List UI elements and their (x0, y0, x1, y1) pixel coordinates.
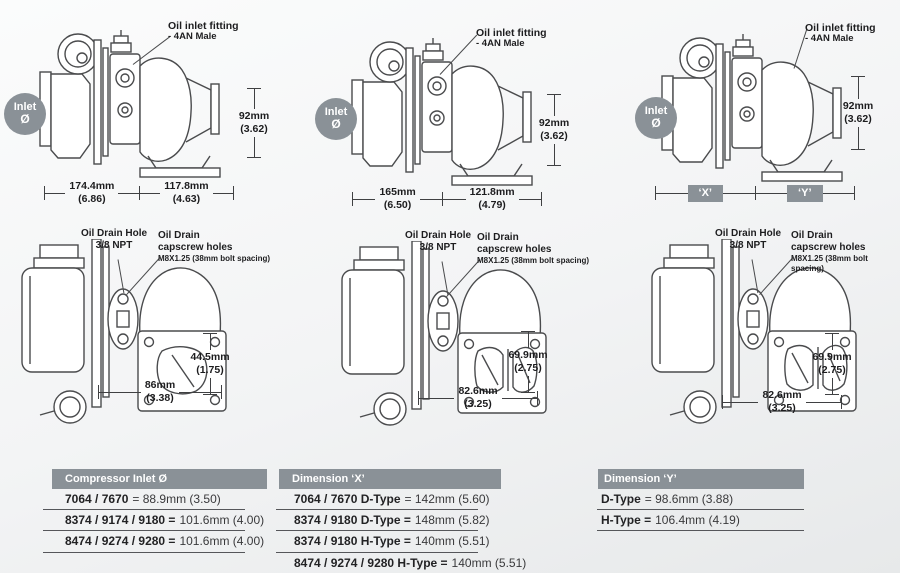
overall-width-dimension (352, 184, 542, 214)
rear-view-diagram-2 (300, 215, 600, 460)
oil-drain-capscrew-label (477, 232, 589, 266)
dim-mm: 82.6mm (762, 389, 802, 402)
capscrew-label-line2: capscrew holes (791, 242, 866, 253)
dim-mm: 117.8mm (164, 180, 209, 193)
turbocharger-side-view-drawing (350, 36, 545, 188)
dim-mm: 69.9mm (508, 349, 548, 362)
oil-inlet-label-line1: Oil inlet fitting (805, 22, 876, 34)
row-models: 7064 / 7670 (65, 492, 129, 507)
table-row (276, 510, 490, 531)
xy-dimension-line (655, 178, 855, 208)
oil-inlet-label-line1: Oil inlet fitting (168, 20, 239, 32)
oil-inlet-fitting-label (805, 22, 876, 45)
rear-view-diagram-1 (0, 215, 300, 460)
inlet-diameter-badge (635, 97, 677, 139)
dim-in: (6.86) (78, 193, 106, 205)
dim-mm: 69.9mm (812, 351, 852, 364)
dim-mm: 44.5mm (190, 351, 230, 364)
row-models: 8374 / 9174 / 9180 = (65, 513, 176, 528)
outlet-diameter-dimension (526, 94, 582, 166)
badge-diameter-symbol: Ø (20, 112, 30, 127)
oil-drain-hole-label (396, 230, 480, 254)
capscrew-label-line3: M8X1.25 (38mm bolt spacing) (791, 254, 868, 273)
dimension-x-table (270, 469, 527, 573)
dim-in: (1.75) (196, 364, 224, 376)
row-models: H-Type = (601, 513, 652, 528)
table-header-dimension-y: Dimension ‘Y’ (598, 469, 804, 489)
row-models: 8374 / 9180 H-Type = (294, 534, 411, 549)
table-header-compressor-inlet: Compressor Inlet Ø (52, 469, 267, 489)
capscrew-label-line1: Oil Drain (791, 230, 833, 241)
dim-in: (3.62) (240, 123, 268, 135)
row-value: = 88.9mm (3.50) (132, 492, 221, 507)
badge-inlet-text: Inlet (644, 104, 668, 117)
oil-inlet-fitting-label (168, 20, 239, 43)
outlet-diameter-dimension (226, 88, 282, 158)
dim-in: (3.25) (768, 402, 796, 414)
compressor-inlet-table (43, 469, 273, 553)
table-row (276, 489, 490, 510)
dim-in: (4.63) (172, 193, 201, 205)
dim-mm: 92mm (238, 110, 270, 123)
badge-inlet-text: Inlet (324, 105, 348, 118)
capscrew-label-line1: Oil Drain (477, 232, 519, 243)
oil-drain-capscrew-label (158, 230, 270, 264)
row-value: 148mm (5.82) (414, 513, 490, 528)
row-models: 8474 / 9274 / 9280 = (65, 534, 176, 549)
drain-label-line2: 3/8 NPT (729, 240, 767, 251)
dimension-y-box: ‘Y’ (787, 185, 822, 202)
oil-inlet-label-line1: Oil inlet fitting (476, 27, 547, 39)
row-value: 140mm (5.51) (414, 534, 490, 549)
row-value: 101.6mm (4.00) (179, 534, 265, 549)
badge-diameter-symbol: Ø (331, 117, 341, 132)
dim-in: (6.50) (383, 199, 412, 211)
oil-inlet-fitting-label (476, 27, 547, 50)
dim-mm: 121.8mm (469, 186, 515, 199)
row-value: = 98.6mm (3.88) (644, 492, 734, 507)
side-view-diagram-3 (600, 0, 900, 215)
side-view-diagram-1 (0, 0, 300, 215)
flange-width-dimension (98, 377, 222, 407)
row-models: 8374 / 9180 D-Type = (294, 513, 411, 528)
table-header-dimension-x: Dimension ‘X’ (279, 469, 501, 489)
row-value: = 142mm (5.60) (404, 492, 490, 507)
row-value: 106.4mm (4.19) (655, 513, 740, 528)
drain-label-line2: 3/8 NPT (95, 240, 133, 251)
dim-in: (2.75) (514, 362, 542, 374)
capscrew-label-line2: capscrew holes (158, 242, 233, 253)
dimension-y-table (590, 469, 805, 531)
inlet-diameter-badge (4, 93, 46, 135)
dim-mm: 92mm (842, 100, 874, 113)
drain-label-line1: Oil Drain Hole (80, 228, 148, 239)
dim-mm: 82.6mm (458, 385, 498, 398)
dim-in: (4.79) (478, 199, 506, 211)
outlet-diameter-dimension (830, 76, 886, 150)
dim-in: (2.75) (818, 364, 846, 376)
flange-width-dimension (418, 383, 538, 413)
dim-mm: 174.4mm (69, 180, 115, 193)
row-value: 140mm (5.51) (451, 555, 527, 570)
flange-width-dimension (722, 387, 842, 417)
table-row (43, 531, 265, 552)
inlet-diameter-badge (315, 98, 357, 140)
row-models: 7064 / 7670 D-Type (294, 492, 401, 507)
table-row (597, 489, 804, 510)
drain-label-line1: Oil Drain Hole (714, 228, 782, 239)
dim-mm: 86mm (144, 379, 176, 392)
side-view-diagram-2 (300, 0, 600, 215)
flange-height-dimension (800, 333, 864, 395)
capscrew-label-line3: M8X1.25 (38mm bolt spacing) (477, 256, 590, 265)
oil-inlet-label-line2: - 4AN Male (168, 31, 217, 43)
turbocharger-side-view-drawing (660, 32, 855, 184)
dim-mm: 165mm (379, 186, 416, 199)
oil-drain-hole-label (72, 228, 156, 252)
oil-inlet-label-line2: - 4AN Male (805, 33, 854, 45)
table-row (43, 489, 245, 510)
dimension-x-box: ‘X’ (688, 185, 723, 202)
dim-in: (3.62) (540, 130, 568, 142)
drain-label-line2: 3/8 NPT (419, 242, 457, 253)
dim-in: (3.38) (146, 392, 174, 404)
badge-inlet-text: Inlet (13, 100, 37, 113)
capscrew-label-line3: M8X1.25 (38mm bolt spacing) (158, 254, 271, 263)
dim-in: (3.62) (844, 113, 872, 125)
row-value: 101.6mm (4.00) (179, 513, 265, 528)
table-row (276, 553, 527, 573)
row-models: D-Type (601, 492, 641, 507)
row-models: 8474 / 9274 / 9280 H-Type = (294, 555, 448, 570)
rear-view-diagram-3 (600, 215, 900, 460)
oil-inlet-label-line2: - 4AN Male (476, 38, 525, 50)
turbocharger-side-view-drawing (38, 28, 233, 180)
capscrew-label-line2: capscrew holes (477, 244, 552, 255)
table-row (43, 510, 265, 531)
overall-width-dimension (44, 178, 234, 208)
oil-drain-hole-label (706, 228, 790, 252)
oil-drain-capscrew-label (791, 230, 900, 273)
table-row (276, 531, 490, 552)
dim-mm: 92mm (538, 117, 570, 130)
badge-diameter-symbol: Ø (651, 116, 661, 131)
table-row (597, 510, 804, 531)
dim-in: (3.25) (464, 398, 492, 410)
capscrew-label-line1: Oil Drain (158, 230, 200, 241)
drain-label-line1: Oil Drain Hole (404, 230, 472, 241)
